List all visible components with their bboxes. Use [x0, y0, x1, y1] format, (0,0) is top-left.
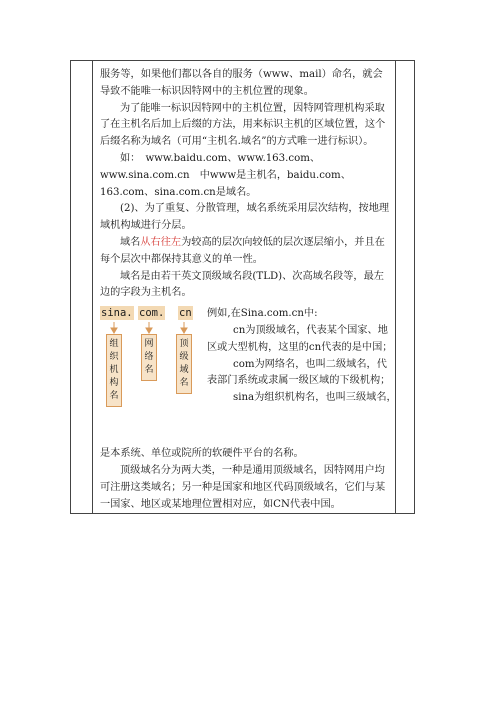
box-char: 织	[109, 352, 119, 363]
example-line-sina: sina为组织机构名，也叫三级域名，	[233, 392, 397, 404]
box-char: 域	[179, 365, 189, 376]
diagram-label-cn: cn	[179, 307, 192, 320]
example-line-com: com为网络名，也叫二级域名，代表部门系统或隶属一级区域的下级机构；	[207, 358, 391, 387]
paragraph-example: 如： www.baidu.com、www.163.com、www.sina.com.cn 中www是主机名，baidu.com、163.com、sina.com.cn是域名。	[100, 152, 351, 198]
paragraph-tail: 是本系统、单位或院所的软硬件平台的名称。	[100, 448, 304, 460]
order-text-before: 域名	[120, 236, 141, 248]
paragraph-suffix: 为了能唯一标识因特网中的主机位置，因特网管理机构采取了在主机名后加上后缀的方法，用来标识主机的区域位置，这个后缀名称为域名（可用“主机名.域名”的方式唯一进行标识）。	[100, 102, 386, 148]
box-char: 名	[144, 365, 154, 376]
box-char: 级	[179, 352, 189, 363]
box-char: 机	[109, 365, 119, 376]
paragraph-tld: 域名是由若干英文顶级域名段(TLD)、次高域名段等，最左边的字段为主机名。	[100, 270, 384, 299]
order-text-after: 为较高的层次向较低的层次逐层缩小，并且在每个层次中都保持其意义的单一性。	[100, 236, 385, 265]
right-column-divider	[395, 61, 396, 513]
paragraph-services: 服务等，如果他们都以各自的服务（www、mail）命名，就会导致不能唯一标识因特网中的主机位置的现象。	[100, 69, 383, 97]
paragraph-order	[100, 235, 390, 269]
domain-diagram	[100, 306, 200, 446]
box-char: 网	[144, 339, 154, 350]
diagram-label-com: com.	[139, 307, 165, 320]
box-char: 络	[144, 352, 154, 363]
example-intro: 例如,在Sina.com.cn中:	[207, 308, 318, 320]
diagram-box-tld	[176, 334, 192, 394]
box-char: 名	[179, 378, 189, 389]
box-char: 构	[109, 378, 119, 389]
box-char: 组	[109, 339, 119, 350]
example-line-cn: cn为顶级域名，代表某个国家、地区或大型机构，这里的cn代表的是中国；	[207, 324, 393, 353]
content-cell	[100, 67, 397, 513]
paragraph-hierarchy: (2)、为了重复、分散管理，域名系统采用层次结构，按地理域机构域进行分层。	[100, 203, 390, 232]
content-table	[70, 60, 415, 514]
diagram-box-network	[141, 334, 157, 381]
box-char: 名	[109, 391, 119, 402]
domain-example-row	[100, 306, 397, 446]
example-explanation	[207, 306, 397, 407]
box-char: 顶	[179, 339, 189, 350]
diagram-box-org	[106, 334, 122, 407]
diagram-label-sina: sina.	[101, 307, 133, 320]
left-column-divider	[92, 61, 93, 513]
paragraph-tld-types: 顶级域名分为两大类，一种是通用顶级域名，因特网用户均可注册这类域名；另一种是国家和地区代码顶级域名，它们与某一国家、地区或某地理位置相对应，如CN代表中国。	[100, 464, 386, 510]
order-text-highlight: 从右往左	[140, 236, 182, 248]
